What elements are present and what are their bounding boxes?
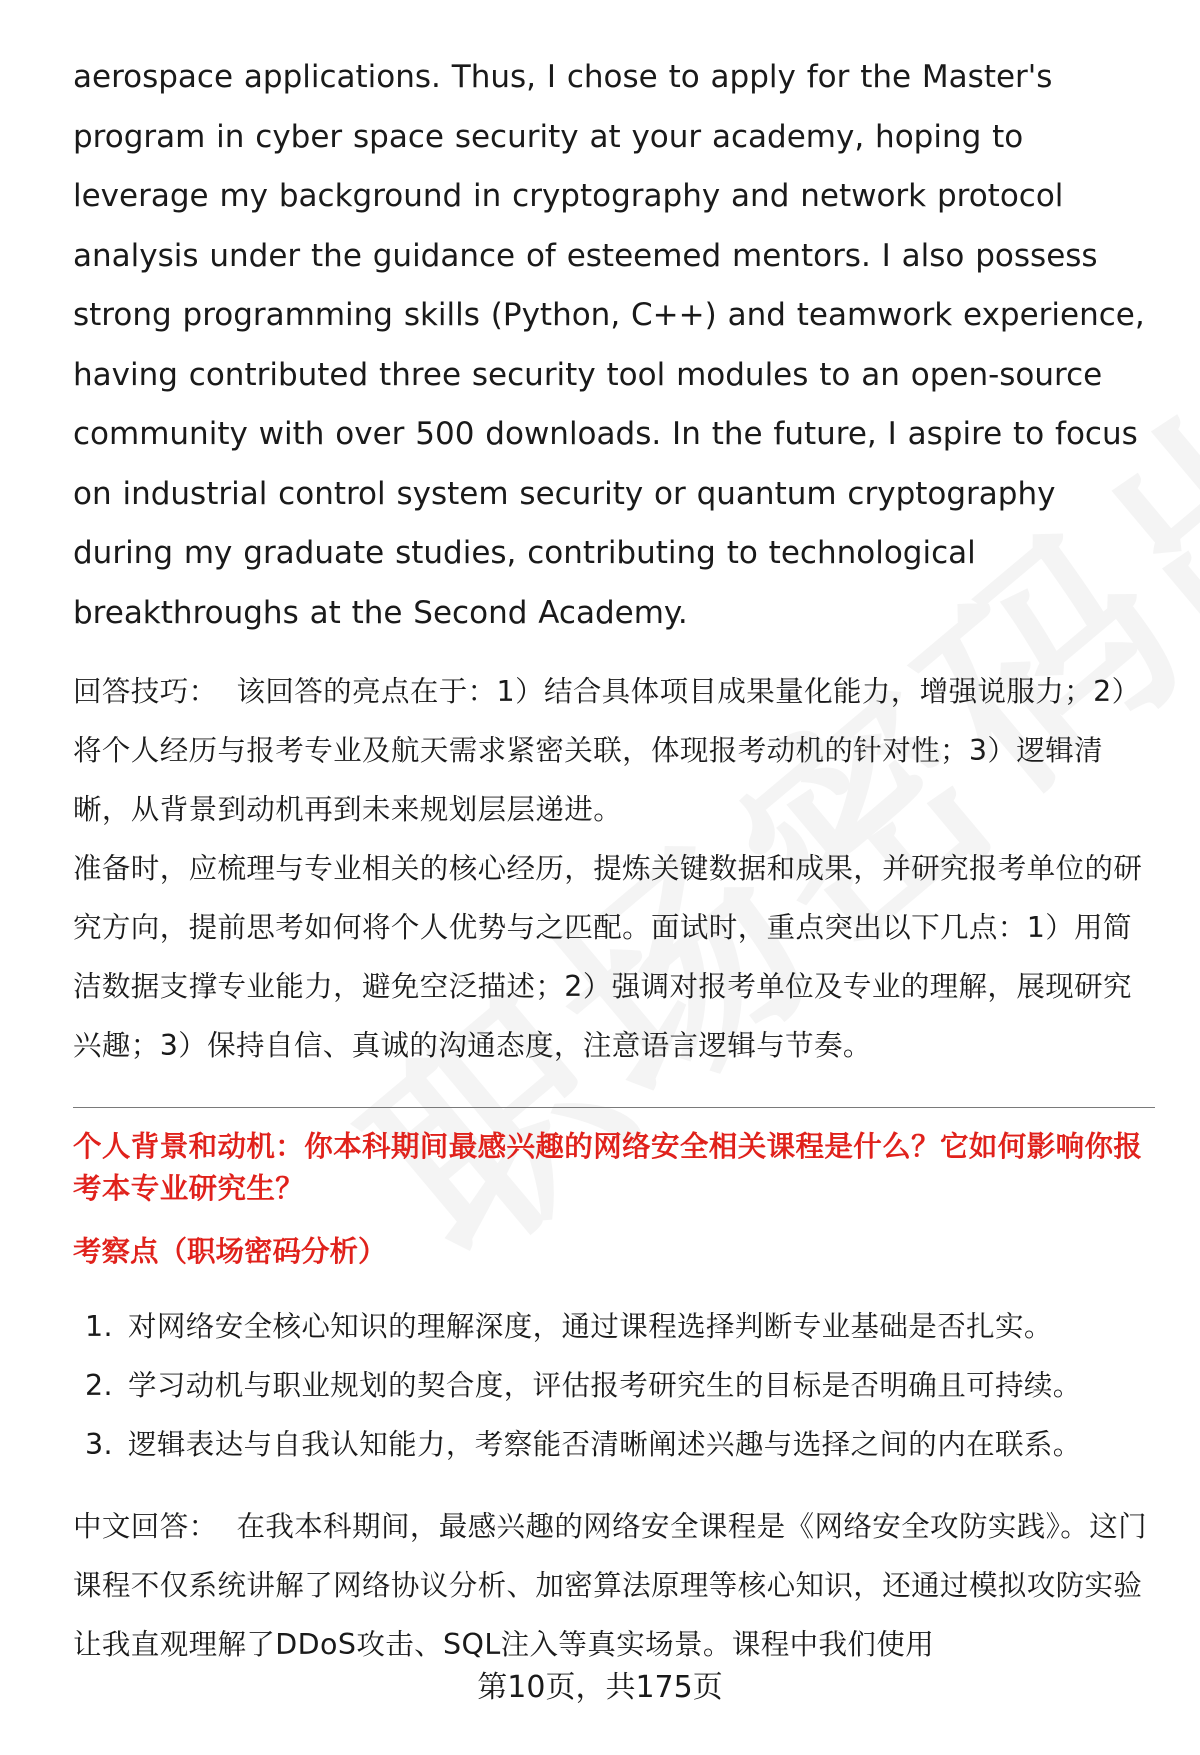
- assessment-points-title: 考察点（职场密码分析）: [73, 1235, 387, 1268]
- list-item-text: 对网络安全核心知识的理解深度，通过课程选择判断专业基础是否扎实。: [128, 1310, 1053, 1343]
- chinese-answer-text: 在我本科期间，最感兴趣的网络安全课程是《网络安全攻防实践》。这门课程不仅系统讲解了网络协议分析、加密算法原理等核心知识，还通过模拟攻防实验让我直观理解了DDoS攻击、SQL注入等真实场景。课程中我们使用: [73, 1510, 1147, 1661]
- list-item: [85, 1415, 1158, 1474]
- chinese-answer-paragraph: [73, 1497, 1158, 1674]
- list-item: [85, 1356, 1158, 1415]
- list-item-number: 1.: [85, 1310, 113, 1343]
- tips-paragraph: [73, 662, 1158, 839]
- page-content: [73, 48, 1158, 1674]
- assessment-points-list: [73, 1297, 1158, 1474]
- section-divider: [73, 1107, 1155, 1108]
- question-title: 个人背景和动机：你本科期间最感兴趣的网络安全相关课程是什么？它如何影响你报考本专业研究生？: [73, 1130, 1143, 1205]
- prep-paragraph: 准备时，应梳理与专业相关的核心经历，提炼关键数据和成果，并研究报考单位的研究方向，提前思考如何将个人优势与之匹配。面试时，重点突出以下几点：1）用简洁数据支撑专业能力，避免空泛描述；2）强调对报考单位及专业的理解，展现研究兴趣；3）保持自信、真诚的沟通态度，注意语言逻辑与节奏。: [73, 852, 1143, 1062]
- list-item-number: 2.: [85, 1369, 113, 1402]
- list-item-text: 学习动机与职业规划的契合度，评估报考研究生的目标是否明确且可持续。: [128, 1369, 1082, 1402]
- list-item-number: 3.: [85, 1428, 113, 1461]
- english-answer-paragraph: aerospace applications. Thus, I chose to apply for the Master's program in cyber space security at your academy, hoping to leverage my background in cryptography and network protocol analysis under the guidance of esteemed mentors. I also possess strong programming skills (Python, C++) and teamwork experience, having contributed three security tool modules to an open-source community with over 500 downloads. In the future, I aspire to focus on industrial control system security or quantum cryptography during my graduate studies, contributing to technological breakthroughs at the Second Academy.: [73, 59, 1145, 631]
- page-number-footer: 第10页，共175页: [477, 1670, 723, 1705]
- list-item: [85, 1297, 1158, 1356]
- tips-text: 该回答的亮点在于：1）结合具体项目成果量化能力，增强说服力；2）将个人经历与报考专业及航天需求紧密关联，体现报考动机的针对性；3）逻辑清晰，从背景到动机再到未来规划层层递进。: [73, 675, 1141, 826]
- list-item-text: 逻辑表达与自我认知能力，考察能否清晰阐述兴趣与选择之间的内在联系。: [128, 1428, 1082, 1461]
- chinese-answer-label: 中文回答：: [73, 1510, 218, 1543]
- tips-label: 回答技巧：: [73, 675, 218, 708]
